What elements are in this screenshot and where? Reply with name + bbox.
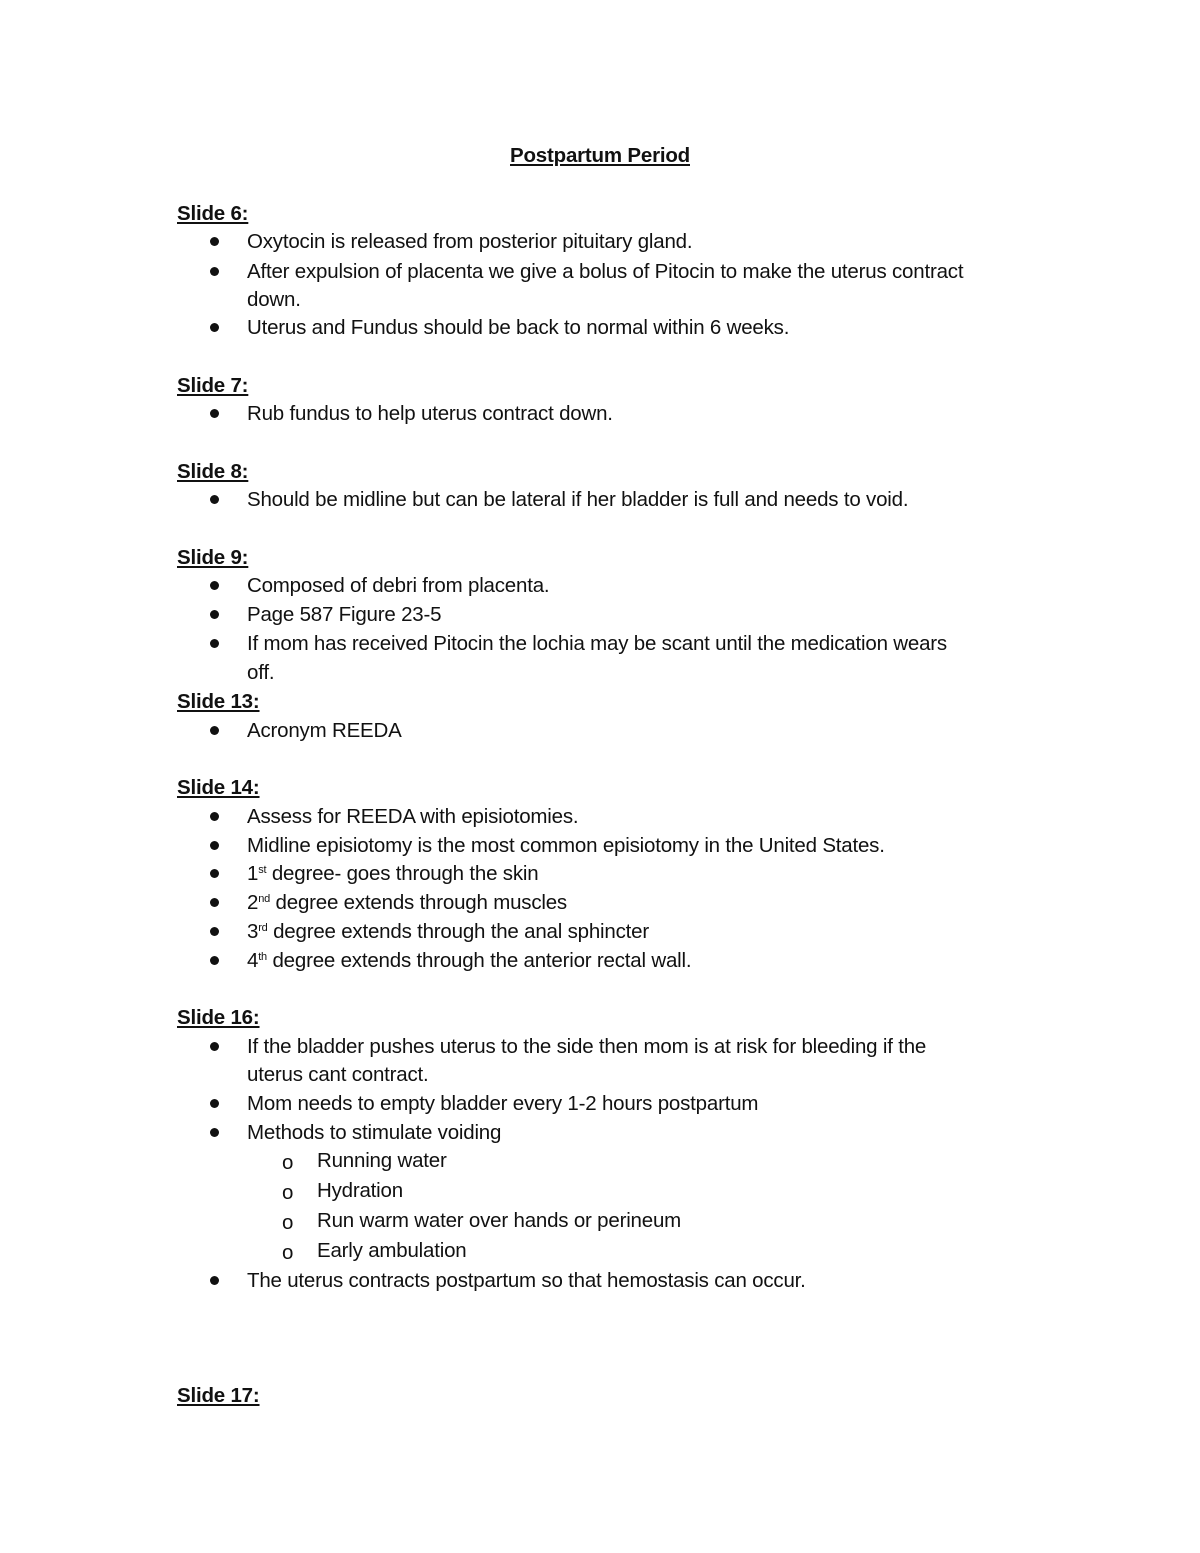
- slide-7-heading: Slide 7:: [177, 374, 249, 397]
- list-item: Uterus and Fundus should be back to normal within 6 weeks.: [247, 316, 790, 339]
- bullet-icon: [210, 927, 219, 936]
- slide-8-heading: Slide 8:: [177, 460, 249, 483]
- list-item-degree-1: 1st degree- goes through the skin: [247, 862, 539, 885]
- bullet-icon: [210, 1099, 219, 1108]
- page-title: Postpartum Period: [510, 144, 690, 167]
- sub-list-item: Hydration: [317, 1179, 403, 1202]
- sub-bullet-icon: o: [282, 1211, 294, 1234]
- sub-list-item: Early ambulation: [317, 1239, 467, 1262]
- bullet-icon: [210, 639, 219, 648]
- bullet-icon: [210, 495, 219, 504]
- bullet-icon: [210, 898, 219, 907]
- bullet-icon: [210, 323, 219, 332]
- list-item: Assess for REEDA with episiotomies.: [247, 805, 579, 828]
- list-item: Should be midline but can be lateral if her bladder is full and needs to void.: [247, 488, 909, 511]
- sub-list-item: Running water: [317, 1149, 447, 1172]
- list-item-degree-3: 3rd degree extends through the anal sphincter: [247, 920, 649, 943]
- bullet-icon: [210, 1042, 219, 1051]
- slide-17-heading: Slide 17:: [177, 1384, 260, 1407]
- bullet-icon: [210, 409, 219, 418]
- list-item-continuation: uterus cant contract.: [247, 1063, 429, 1086]
- list-item-degree-2: 2nd degree extends through muscles: [247, 891, 567, 914]
- list-item: Rub fundus to help uterus contract down.: [247, 402, 613, 425]
- slide-6-heading: Slide 6:: [177, 202, 249, 225]
- bullet-icon: [210, 869, 219, 878]
- bullet-icon: [210, 237, 219, 246]
- bullet-icon: [210, 581, 219, 590]
- list-item: Page 587 Figure 23-5: [247, 603, 442, 626]
- list-item-degree-4: 4th degree extends through the anterior rectal wall.: [247, 949, 692, 972]
- list-item: Midline episiotomy is the most common episiotomy in the United States.: [247, 834, 885, 857]
- bullet-icon: [210, 812, 219, 821]
- sub-bullet-icon: o: [282, 1151, 294, 1174]
- bullet-icon: [210, 841, 219, 850]
- list-item: Composed of debri from placenta.: [247, 574, 550, 597]
- sub-list-item: Run warm water over hands or perineum: [317, 1209, 682, 1232]
- list-item: Oxytocin is released from posterior pituitary gland.: [247, 230, 693, 253]
- list-item: Acronym REEDA: [247, 719, 402, 742]
- slide-14-heading: Slide 14:: [177, 776, 260, 799]
- bullet-icon: [210, 1128, 219, 1137]
- slide-9-heading: Slide 9:: [177, 546, 249, 569]
- bullet-icon: [210, 610, 219, 619]
- bullet-icon: [210, 1276, 219, 1285]
- bullet-icon: [210, 267, 219, 276]
- list-item: After expulsion of placenta we give a bolus of Pitocin to make the uterus contract: [247, 260, 964, 283]
- list-item: Mom needs to empty bladder every 1-2 hours postpartum: [247, 1092, 759, 1115]
- slide-16-heading: Slide 16:: [177, 1006, 260, 1029]
- list-item-continuation: off.: [247, 661, 275, 684]
- list-item: The uterus contracts postpartum so that hemostasis can occur.: [247, 1269, 806, 1292]
- list-item: If the bladder pushes uterus to the side then mom is at risk for bleeding if the: [247, 1035, 927, 1058]
- list-item-continuation: down.: [247, 288, 301, 311]
- list-item: If mom has received Pitocin the lochia may be scant until the medication wears: [247, 632, 947, 655]
- list-item: Methods to stimulate voiding: [247, 1121, 502, 1144]
- slide-13-heading: Slide 13:: [177, 690, 260, 713]
- bullet-icon: [210, 726, 219, 735]
- bullet-icon: [210, 956, 219, 965]
- sub-bullet-icon: o: [282, 1181, 294, 1204]
- sub-bullet-icon: o: [282, 1241, 294, 1264]
